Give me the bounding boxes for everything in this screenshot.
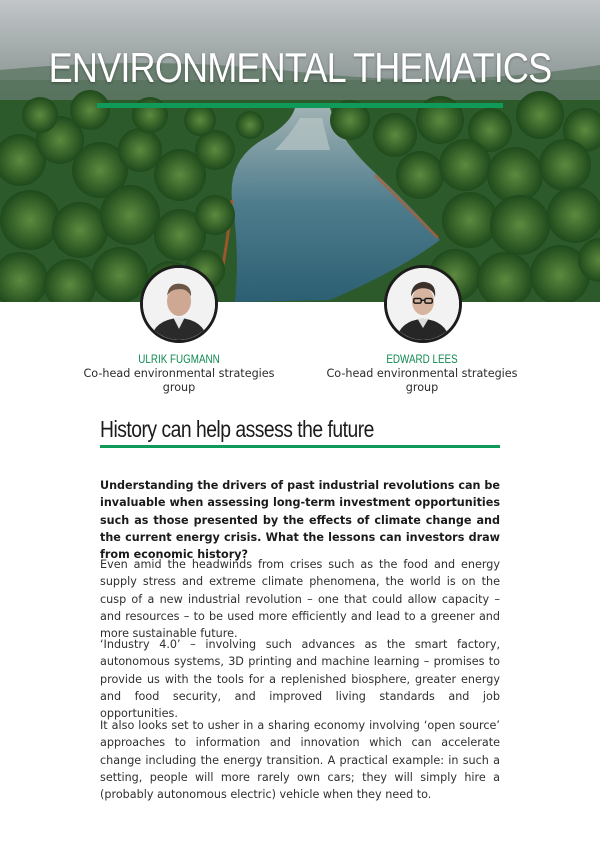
page-title: ENVIRONMENTAL THEMATICS — [48, 44, 552, 91]
title-underline — [97, 103, 503, 108]
article-title: History can help assess the future — [100, 416, 374, 442]
article-intro: Understanding the drivers of past industrial revolutions can be invaluable when assessing long-term investment opportunities such as those presented by the effects of climate change and the current energy crisis. What the lessons can investors draw from economic history? — [100, 479, 500, 562]
person-card-edward — [322, 351, 522, 395]
person-name: EDWARD LEES — [386, 352, 458, 366]
avatar-edward-lees — [384, 265, 462, 343]
person-card-ulrik — [79, 351, 279, 395]
hero-banner — [0, 0, 600, 302]
person-role: Co-head environmental strategies group — [83, 367, 275, 394]
person-name: ULRIK FUGMANN — [138, 352, 220, 366]
article-paragraph: It also looks set to usher in a sharing economy involving ‘open source’ approaches to information and innovation which can accelerate change including the energy transition. A practical example: in such a setting, people will more rarely own cars; they will simply hire a (probably autonomous electric) vehicle when they need to. — [100, 719, 500, 802]
article-paragraph: Even amid the headwinds from crises such as the food and energy supply stress and extreme climate phenomena, the world is on the cusp of a new industrial revolution – one that could allow capacity – and resources – to be used more efficiently and lead to a greener and more sustainable future. — [100, 558, 500, 641]
person-role: Co-head environmental strategies group — [326, 367, 518, 394]
article-paragraph: ‘Industry 4.0’ – involving such advances as the smart factory, autonomous systems, 3D printing and machine learning – promises to provide us with the tools for a replenished biosphere, greater energy and food security, and improved living standards and job opportunities. — [100, 638, 500, 721]
article-title-underline — [100, 445, 500, 448]
avatar-ulrik-fugmann — [140, 265, 218, 343]
